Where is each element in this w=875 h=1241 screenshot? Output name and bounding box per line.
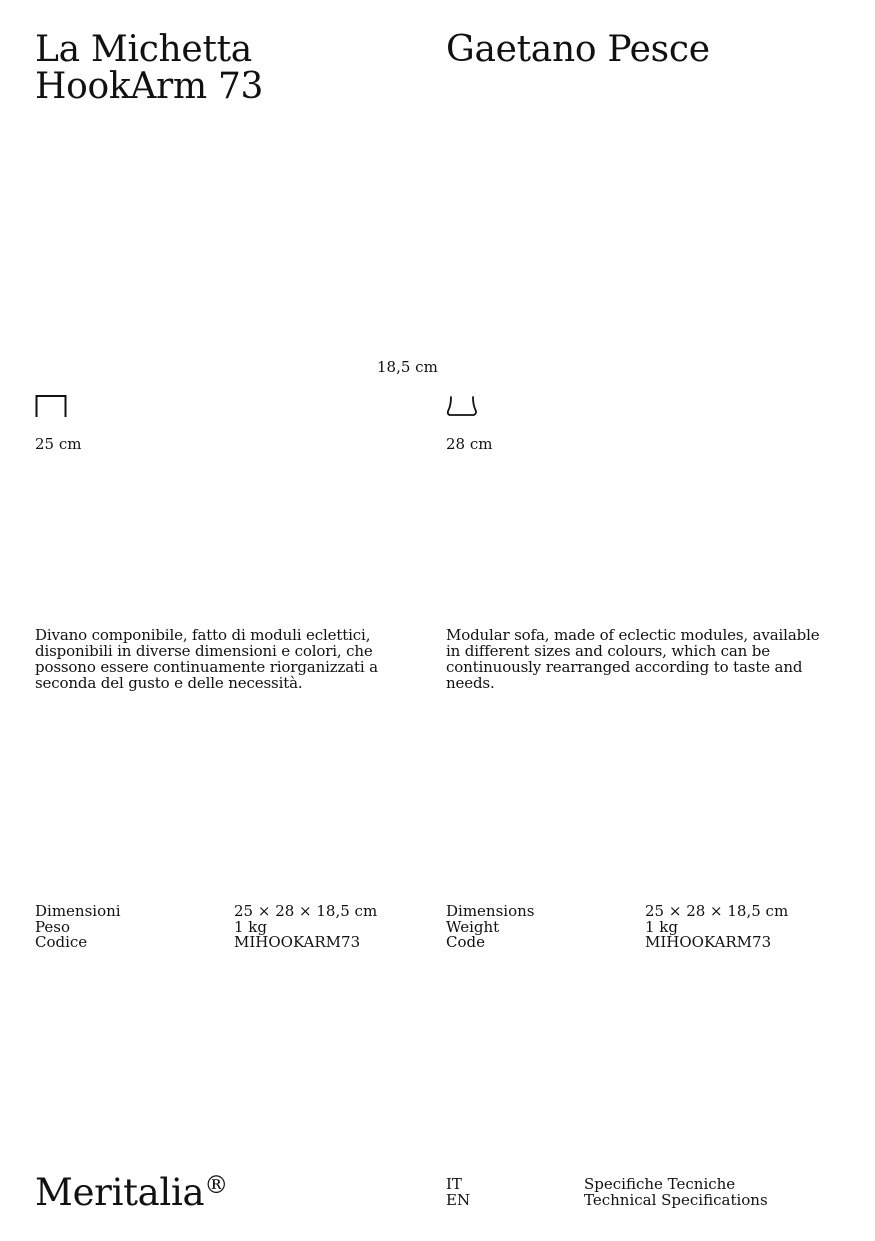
designer-name: Gaetano Pesce bbox=[446, 29, 710, 70]
product-title-line-1: La Michetta bbox=[35, 29, 252, 70]
spec-value-code-it: MIHOOKARM73 bbox=[234, 933, 361, 951]
footer-doc-title-en: Technical Specifications bbox=[584, 1190, 768, 1209]
spec-label-dimensions-en: Dimensions bbox=[446, 902, 535, 920]
footer-language-it: IT bbox=[446, 1175, 462, 1193]
product-title-line-2: HookArm 73 bbox=[35, 66, 264, 107]
brand-logo bbox=[35, 1173, 228, 1213]
spec-label-code-it: Codice bbox=[35, 933, 88, 951]
spec-value-dimensions-en: 25 × 28 × 18,5 cm bbox=[645, 902, 789, 920]
footer-doc-title-it: Specifiche Tecniche bbox=[584, 1175, 736, 1193]
specs-values-it bbox=[234, 904, 377, 951]
spec-label-weight-en: Weight bbox=[446, 917, 500, 936]
spec-value-code-en: MIHOOKARM73 bbox=[645, 933, 772, 951]
spec-value-weight-it: 1 kg bbox=[234, 917, 268, 936]
footer-doc-titles bbox=[584, 1177, 768, 1208]
specs-labels-it bbox=[35, 904, 121, 951]
footer-language-en: EN bbox=[446, 1190, 471, 1209]
spec-value-dimensions-it: 25 × 28 × 18,5 cm bbox=[234, 902, 378, 920]
description-en: Modular sofa, made of eclectic modules, available in different sizes and colours, which can be continuously rearranged according to taste and needs. bbox=[446, 626, 820, 692]
module-side-view-icon bbox=[446, 395, 480, 419]
footer-languages bbox=[446, 1177, 470, 1208]
module-front-view-icon bbox=[35, 394, 69, 418]
description-it: Divano componibile, fatto di moduli eclettici, disponibili in diverse dimensioni e colori, che possono essere continuamente riorganizzati a seconda del gusto e delle necessità. bbox=[35, 626, 378, 692]
spec-value-weight-en: 1 kg bbox=[645, 917, 679, 936]
registered-mark: ® bbox=[204, 1171, 228, 1199]
depth-dimension-label: 28 cm bbox=[446, 435, 493, 453]
specs-values-en bbox=[645, 904, 788, 951]
spec-label-weight-it: Peso bbox=[35, 917, 71, 936]
specs-labels-en bbox=[446, 904, 534, 951]
height-dimension-label: 18,5 cm bbox=[377, 358, 438, 376]
spec-label-code-en: Code bbox=[446, 933, 485, 951]
brand-name: Meritalia bbox=[35, 1171, 205, 1214]
width-dimension-label: 25 cm bbox=[35, 435, 82, 453]
spec-label-dimensions-it: Dimensioni bbox=[35, 902, 121, 920]
product-title bbox=[35, 31, 263, 105]
